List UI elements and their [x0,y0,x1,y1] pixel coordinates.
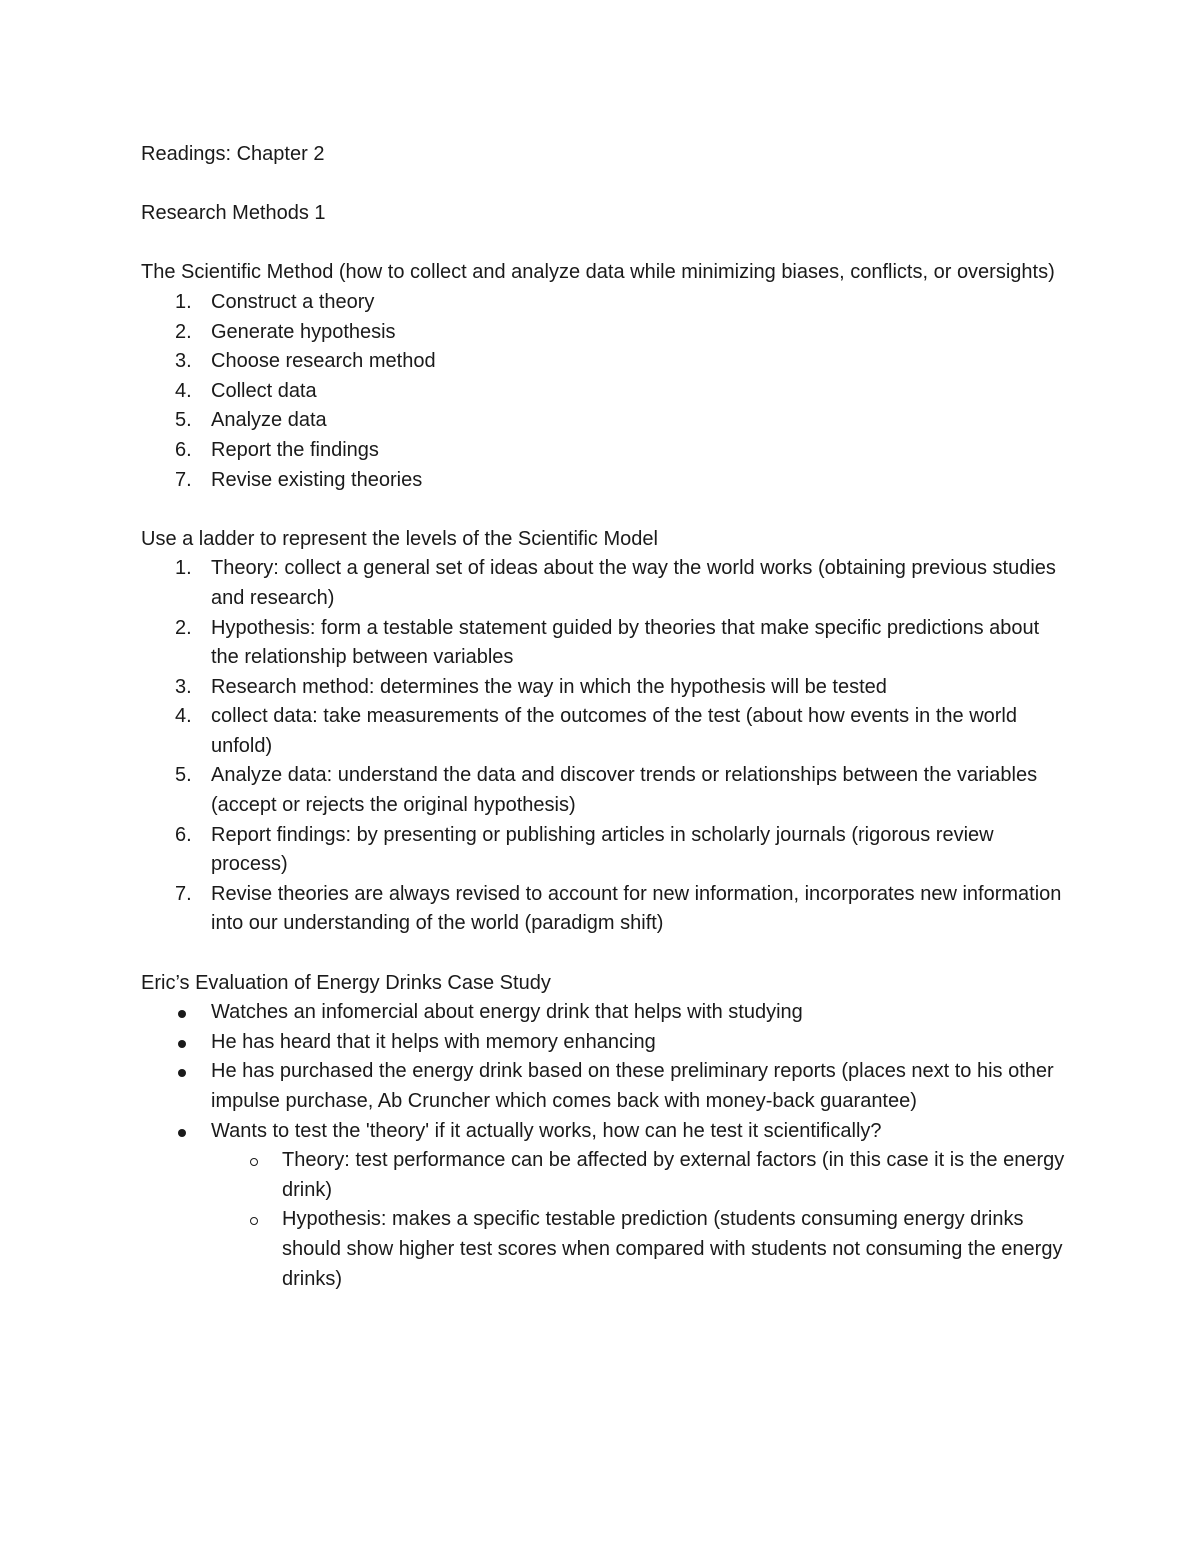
blank-line [141,229,1071,259]
bullet-dot-icon [178,1010,186,1018]
list-item: Wants to test the 'theory' if it actually works, how can he test it scientifically? [141,1117,1071,1147]
bullet-dot-icon [178,1069,186,1077]
list-number: 6. [175,823,192,846]
bullet-dot-icon [178,1040,186,1048]
list-number: 3. [175,675,192,698]
list-item: 2. Generate hypothesis [141,318,1071,348]
blank-line [141,495,1071,525]
list-number: 6. [175,438,192,461]
scientific-method-intro: The Scientific Method (how to collect and analyze data while minimizing biases, conflicts, or oversights) [141,261,1055,284]
list-number: 1. [175,557,192,580]
blank-line [141,170,1071,200]
hollow-bullet-icon [250,1217,258,1225]
list-number: 4. [175,705,192,728]
case-study-intro: Eric’s Evaluation of Energy Drinks Case Study [141,971,551,994]
list-item: Hypothesis: makes a specific testable prediction (students consuming energy drinks should show higher test scores when compared with students not consuming the energy drinks) [141,1205,1071,1294]
list-item: 6. Report the findings [141,436,1071,466]
list-number: 2. [175,320,192,343]
list-item: 7. Revise theories are always revised to account for new information, incorporates new information into our understanding of the world (paradigm shift) [141,880,1071,939]
list-item: He has heard that it helps with memory enhancing [141,1028,1071,1058]
readings-line: Readings: Chapter 2 [141,143,325,165]
list-item: 1. Theory: collect a general set of ideas about the way the world works (obtaining previous studies and research) [141,554,1071,613]
ladder-intro: Use a ladder to represent the levels of the Scientific Model [141,527,658,550]
list-number: 7. [175,468,192,491]
list-item: 1. Construct a theory [141,288,1071,318]
list-item: He has purchased the energy drink based on these preliminary reports (places next to his other impulse purchase, Ab Cruncher which comes back with money-back guarantee) [141,1057,1071,1116]
list-item: 4. collect data: take measurements of the outcomes of the test (about how events in the world unfold) [141,702,1071,761]
document-page [141,140,1071,1294]
scientific-method-steps [141,288,1071,495]
list-item: 2. Hypothesis: form a testable statement guided by theories that make specific predictions about the relationship between variables [141,614,1071,673]
hollow-bullet-icon [250,1158,258,1166]
list-item: 6. Report findings: by presenting or publishing articles in scholarly journals (rigorous review process) [141,821,1071,880]
list-number: 1. [175,290,192,313]
list-item: 4. Collect data [141,377,1071,407]
list-number: 5. [175,409,192,432]
ladder-levels [141,554,1071,939]
list-number: 5. [175,764,192,787]
case-study-bullets [141,998,1071,1146]
bullet-dot-icon [178,1129,186,1137]
list-item: 5. Analyze data [141,406,1071,436]
list-item: 3. Research method: determines the way in which the hypothesis will be tested [141,673,1071,703]
list-item: 5. Analyze data: understand the data and discover trends or relationships between the variables (accept or rejects the original hypothesis) [141,761,1071,820]
list-item: Theory: test performance can be affected by external factors (in this case it is the energy drink) [141,1146,1071,1205]
list-number: 2. [175,616,192,639]
list-number: 7. [175,882,192,905]
list-item: Watches an infomercial about energy drink that helps with studying [141,998,1071,1028]
blank-line [141,939,1071,969]
list-item: 3. Choose research method [141,347,1071,377]
document-title: Research Methods 1 [141,202,326,225]
list-number: 3. [175,350,192,373]
list-number: 4. [175,379,192,402]
case-study-sub-bullets [141,1146,1071,1294]
list-item: 7. Revise existing theories [141,466,1071,496]
